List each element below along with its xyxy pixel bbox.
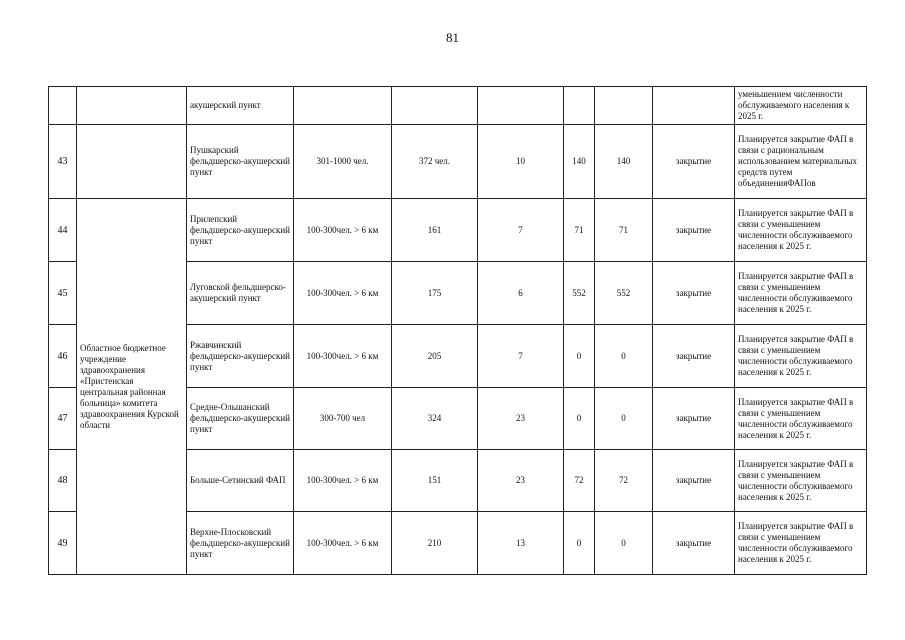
value-cell: 0 — [595, 512, 653, 575]
row-number-cell: 48 — [49, 450, 77, 512]
norm-cell: 100-300чел. > 6 км — [294, 262, 392, 325]
action-cell: закрытие — [653, 199, 735, 262]
table-row — [49, 199, 867, 262]
facilities-table — [48, 86, 867, 575]
value-cell: 13 — [478, 512, 564, 575]
value-cell: 71 — [564, 199, 595, 262]
population-cell: 161 — [392, 199, 478, 262]
action-cell: закрытие — [653, 512, 735, 575]
value-cell — [478, 87, 564, 125]
value-cell: 72 — [595, 450, 653, 512]
note-cell: Планируется закрытие ФАП в связи с уменьшением численности обслуживаемого населения к 2025 г. — [735, 325, 867, 388]
note-cell: Планируется закрытие ФАП в связи с уменьшением численности обслуживаемого населения к 2025 г. — [735, 388, 867, 450]
value-cell: 7 — [478, 325, 564, 388]
page-number: 81 — [446, 30, 459, 45]
value-cell: 72 — [564, 450, 595, 512]
action-cell: закрытие — [653, 262, 735, 325]
note-cell: уменьшением численности обслуживаемого населения к 2025 г. — [735, 87, 867, 125]
facility-name-cell: Прилепский фельдшерско-акушерский пункт — [187, 199, 294, 262]
facility-name-cell: Больше-Сетинский ФАП — [187, 450, 294, 512]
value-cell: 0 — [564, 388, 595, 450]
row-number-cell: 45 — [49, 262, 77, 325]
population-cell: 210 — [392, 512, 478, 575]
note-cell: Планируется закрытие ФАП в связи с уменьшением численности обслуживаемого населения к 2025 г. — [735, 450, 867, 512]
population-cell: 175 — [392, 262, 478, 325]
population-cell: 372 чел. — [392, 125, 478, 199]
row-number-cell: 43 — [49, 125, 77, 199]
value-cell — [564, 87, 595, 125]
action-cell — [653, 87, 735, 125]
note-cell: Планируется закрытие ФАП в связи с уменьшением численности обслуживаемого населения к 2025 г. — [735, 512, 867, 575]
facility-name-cell: Пушкарский фельдшерско-акушерский пункт — [187, 125, 294, 199]
value-cell — [595, 87, 653, 125]
table-row — [49, 87, 867, 125]
organization-cell — [77, 125, 187, 199]
value-cell: 0 — [595, 388, 653, 450]
population-cell — [392, 87, 478, 125]
table-row — [49, 125, 867, 199]
row-number-cell: 46 — [49, 325, 77, 388]
value-cell: 0 — [564, 512, 595, 575]
norm-cell: 100-300чел. > 6 км — [294, 199, 392, 262]
facility-name-cell: Ржавчинский фельдшерско-акушерский пункт — [187, 325, 294, 388]
value-cell: 552 — [595, 262, 653, 325]
facility-name-cell: акушерский пункт — [187, 87, 294, 125]
note-cell: Планируется закрытие ФАП в связи с уменьшением численности обслуживаемого населения к 2025 г. — [735, 199, 867, 262]
value-cell: 0 — [564, 325, 595, 388]
action-cell: закрытие — [653, 388, 735, 450]
value-cell: 0 — [595, 325, 653, 388]
norm-cell: 300-700 чел — [294, 388, 392, 450]
value-cell: 552 — [564, 262, 595, 325]
value-cell: 23 — [478, 388, 564, 450]
population-cell: 151 — [392, 450, 478, 512]
facility-name-cell: Верхне-Плосковский фельдшерско-акушерский пункт — [187, 512, 294, 575]
value-cell: 10 — [478, 125, 564, 199]
norm-cell: 100-300чел. > 6 км — [294, 325, 392, 388]
note-cell: Планируется закрытие ФАП в связи с уменьшением численности обслуживаемого населения к 2025 г. — [735, 262, 867, 325]
note-cell: Планируется закрытие ФАП в связи с рациональным использованием материальных средств путем объединенияФАПов — [735, 125, 867, 199]
row-number-cell: 47 — [49, 388, 77, 450]
organization-cell — [77, 87, 187, 125]
value-cell: 23 — [478, 450, 564, 512]
norm-cell: 100-300чел. > 6 км — [294, 450, 392, 512]
organization-cell: Областное бюджетное учреждение здравоохранения «Пристенская центральная районная больница» комитета здравоохранения Курской области — [77, 199, 187, 575]
row-number-cell: 44 — [49, 199, 77, 262]
action-cell: закрытие — [653, 325, 735, 388]
norm-cell: 100-300чел. > 6 км — [294, 512, 392, 575]
row-number-cell — [49, 87, 77, 125]
norm-cell — [294, 87, 392, 125]
action-cell: закрытие — [653, 125, 735, 199]
value-cell: 7 — [478, 199, 564, 262]
facility-name-cell: Средне-Ольшанский фельдшерско-акушерский пункт — [187, 388, 294, 450]
row-number-cell: 49 — [49, 512, 77, 575]
facility-name-cell: Луговской фельдшерско-акушерский пункт — [187, 262, 294, 325]
value-cell: 140 — [595, 125, 653, 199]
value-cell: 140 — [564, 125, 595, 199]
norm-cell: 301-1000 чел. — [294, 125, 392, 199]
value-cell: 71 — [595, 199, 653, 262]
population-cell: 205 — [392, 325, 478, 388]
population-cell: 324 — [392, 388, 478, 450]
action-cell: закрытие — [653, 450, 735, 512]
value-cell: 6 — [478, 262, 564, 325]
